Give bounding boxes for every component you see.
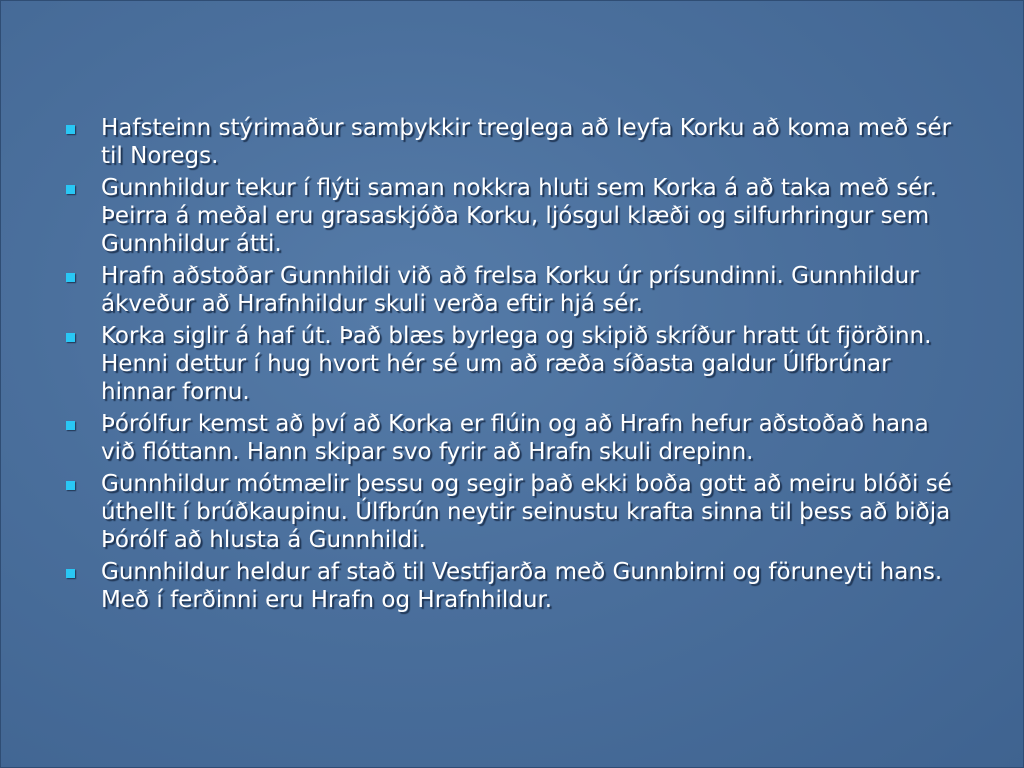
bullet-text: Hrafn aðstoðar Gunnhildi við að frelsa Korku úr prísundinni. Gunnhildur ákveður að Hrafnhildur skuli verða eftir hjá sér. (101, 263, 919, 317)
list-item (63, 174, 963, 258)
square-bullet-icon (66, 273, 75, 282)
list-item (63, 470, 963, 554)
list-item (63, 410, 963, 466)
square-bullet-icon (66, 125, 75, 134)
list-item (63, 558, 963, 614)
square-bullet-icon (66, 569, 75, 578)
bullet-text: Hafsteinn stýrimaður samþykkir treglega að leyfa Korku að koma með sér til Noregs. (101, 115, 952, 169)
bullet-list (63, 114, 963, 618)
square-bullet-icon (66, 421, 75, 430)
bullet-text: Korka siglir á haf út. Það blæs byrlega og skipið skríður hratt út fjörðinn. Henni dettur í hug hvort hér sé um að ræða síðasta galdur Úlfbrúnar hinnar fornu. (101, 323, 932, 405)
square-bullet-icon (66, 333, 75, 342)
list-item (63, 262, 963, 318)
bullet-text: Gunnhildur heldur af stað til Vestfjarða með Gunnbirni og föruneyti hans. Með í ferðinni eru Hrafn og Hrafnhildur. (101, 559, 943, 613)
bullet-text: Gunnhildur tekur í flýti saman nokkra hluti sem Korka á að taka með sér. Þeirra á meðal eru grasaskjóða Korku, ljósgul klæði og silfurhringur sem Gunnhildur átti. (101, 175, 938, 257)
square-bullet-icon (66, 185, 75, 194)
square-bullet-icon (66, 481, 75, 490)
bullet-text: Þórólfur kemst að því að Korka er flúin og að Hrafn hefur aðstoðað hana við flóttann. Hann skipar svo fyrir að Hrafn skuli drepinn. (101, 411, 929, 465)
bullet-text: Gunnhildur mótmælir þessu og segir það ekki boða gott að meiru blóði sé úthellt í brúðkaupinu. Úlfbrún neytir seinustu krafta sinna til þess að biðja Þórólf að hlusta á Gunnhildi. (101, 471, 952, 553)
list-item (63, 322, 963, 406)
list-item (63, 114, 963, 170)
